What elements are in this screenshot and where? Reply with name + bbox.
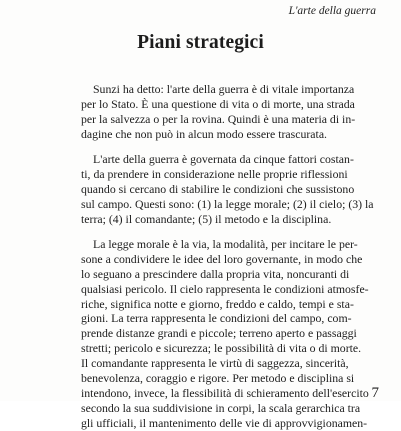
paragraph-gap: [81, 227, 316, 238]
text-line: dagine che non può in alcun modo essere trascurata.: [81, 126, 328, 141]
paragraph-3: [81, 237, 369, 431]
text-line: qualsiasi pericolo. Il cielo rappresenta le condizioni atmosfe-: [81, 281, 369, 296]
body-text: [81, 82, 374, 431]
paragraph-gap: [81, 142, 316, 153]
paragraph-1: [81, 82, 356, 142]
text-line: Sunzi ha detto: l'arte della guerra è di vitale importanza: [93, 82, 355, 96]
paragraph-2: [81, 152, 374, 226]
text-line: riche, significa notte e giorno, freddo e caldo, tempi e sta-: [81, 296, 354, 311]
text-line: terra; (4) il comandante; (5) il metodo e la disciplina.: [81, 211, 332, 226]
text-line: lo seguano a prescindere dalla propria vita, noncuranti di: [81, 266, 350, 281]
text-line: ti, da prendere in considerazione nelle proprie riflessioni: [81, 166, 348, 181]
text-line: sone a condividere le idee del loro governante, in modo che: [81, 251, 363, 266]
text-line: prende distanze grandi e piccole; terreno aperto e passaggi: [81, 326, 357, 341]
chapter-title: Piani strategici: [137, 32, 264, 53]
text-line: Il comandante rappresenta le virtù di saggezza, sincerità,: [81, 356, 349, 371]
text-line: La legge morale è la via, la modalità, per incitare le per-: [93, 237, 358, 252]
text-line: benevolenza, coraggio e rigore. Per metodo e disciplina si: [81, 371, 355, 386]
text-line: per la salvezza o per la rovina. Quindi è una materia di in-: [81, 111, 356, 126]
text-line: sul campo. Questi sono: (1) la legge morale; (2) il cielo; (3) la: [81, 196, 374, 211]
text-line: secondo la sua suddivisione in corpi, la scala gerarchica tra: [81, 400, 361, 415]
text-line: L'arte della guerra è governata da cinque fattori costan-: [93, 152, 354, 167]
text-line: quando si cercano di stabilire le condizioni che sussistono: [81, 181, 355, 196]
text-line: gioni. La terra rappresenta le condizioni del campo, com-: [81, 311, 352, 326]
running-header: L'arte della guerra: [288, 5, 376, 17]
text-line: gli ufficiali, il mantenimento delle vie di approvvigionamen-: [81, 415, 368, 430]
text-line: stretti; pericolo e sicurezza; le possibilità di vita o di morte.: [81, 341, 362, 356]
page-number: 7: [371, 385, 379, 401]
text-line: intendono, invece, la flessibilità di schieramento dell'esercito: [81, 385, 369, 400]
text-line: per lo Stato. È una questione di vita o di morte, una strada: [81, 96, 355, 111]
